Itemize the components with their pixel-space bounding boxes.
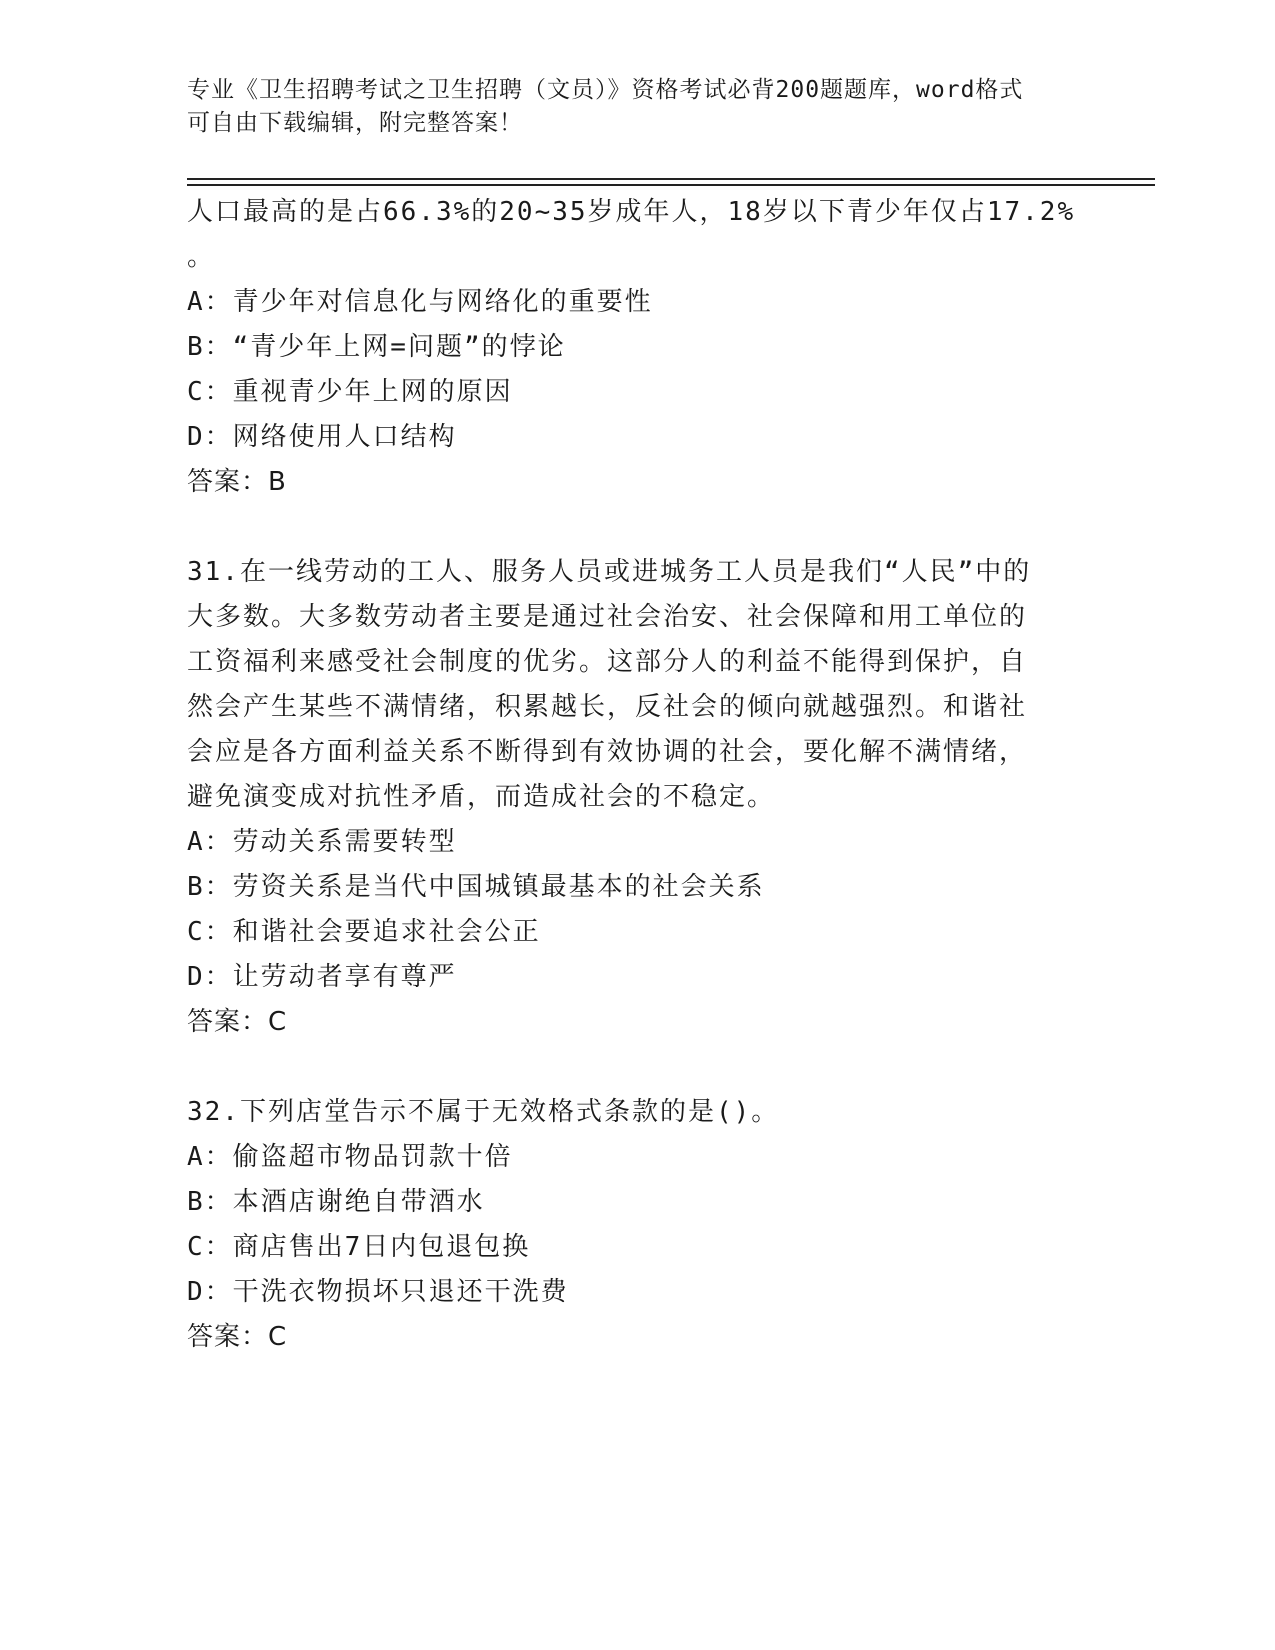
option-b: B：劳资关系是当代中国城镇最基本的社会关系 (187, 872, 765, 902)
question-text-line: 31.在一线劳动的工人、服务人员或进城务工人员是我们“人民”中的 (187, 557, 1032, 587)
question-text-line: 然会产生某些不满情绪，积累越长，反社会的倾向就越强烈。和谐社 (187, 692, 1028, 722)
answer-label: 答案：B (187, 467, 287, 497)
document-header (187, 74, 1087, 140)
option-b: B：“青少年上网=问题”的悖论 (187, 332, 566, 362)
header-title-line-1: 专业《卫生招聘考试之卫生招聘（文员）》资格考试必背200题题库，word格式 (187, 77, 1024, 103)
answer-label: 答案：C (187, 1007, 288, 1037)
question-31 (187, 550, 1087, 1045)
question-text-line: 会应是各方面利益关系不断得到有效协调的社会，要化解不满情绪， (187, 737, 1028, 767)
option-a: A：青少年对信息化与网络化的重要性 (187, 287, 653, 317)
option-c: C：重视青少年上网的原因 (187, 377, 513, 407)
question-text-line: 。 (187, 242, 216, 272)
question-text-line: 工资福利来感受社会制度的优劣。这部分人的利益不能得到保护，自 (187, 647, 1028, 677)
question-text-line: 32.下列店堂告示不属于无效格式条款的是()。 (187, 1097, 780, 1127)
option-c: C：商店售出7日内包退包换 (187, 1232, 531, 1262)
answer-label: 答案：C (187, 1322, 288, 1352)
header-divider-bottom (187, 184, 1155, 186)
header-divider-top (187, 178, 1155, 180)
option-b: B：本酒店谢绝自带酒水 (187, 1187, 485, 1217)
option-a: A：偷盗超市物品罚款十倍 (187, 1142, 513, 1172)
option-c: C：和谐社会要追求社会公正 (187, 917, 541, 947)
header-title-line-2: 可自由下载编辑，附完整答案！ (187, 110, 523, 136)
option-d: D：让劳动者享有尊严 (187, 962, 457, 992)
option-d: D：网络使用人口结构 (187, 422, 457, 452)
document-body (187, 190, 1087, 1360)
question-text-line: 人口最高的是占66.3%的20~35岁成年人，18岁以下青少年仅占17.2% (187, 197, 1076, 227)
option-d: D：干洗衣物损坏只退还干洗费 (187, 1277, 569, 1307)
question-30 (187, 190, 1087, 505)
option-a: A：劳动关系需要转型 (187, 827, 457, 857)
question-text-line: 大多数。大多数劳动者主要是通过社会治安、社会保障和用工单位的 (187, 602, 1028, 632)
question-text-line: 避免演变成对抗性矛盾，而造成社会的不稳定。 (187, 782, 776, 812)
question-32 (187, 1090, 1087, 1360)
